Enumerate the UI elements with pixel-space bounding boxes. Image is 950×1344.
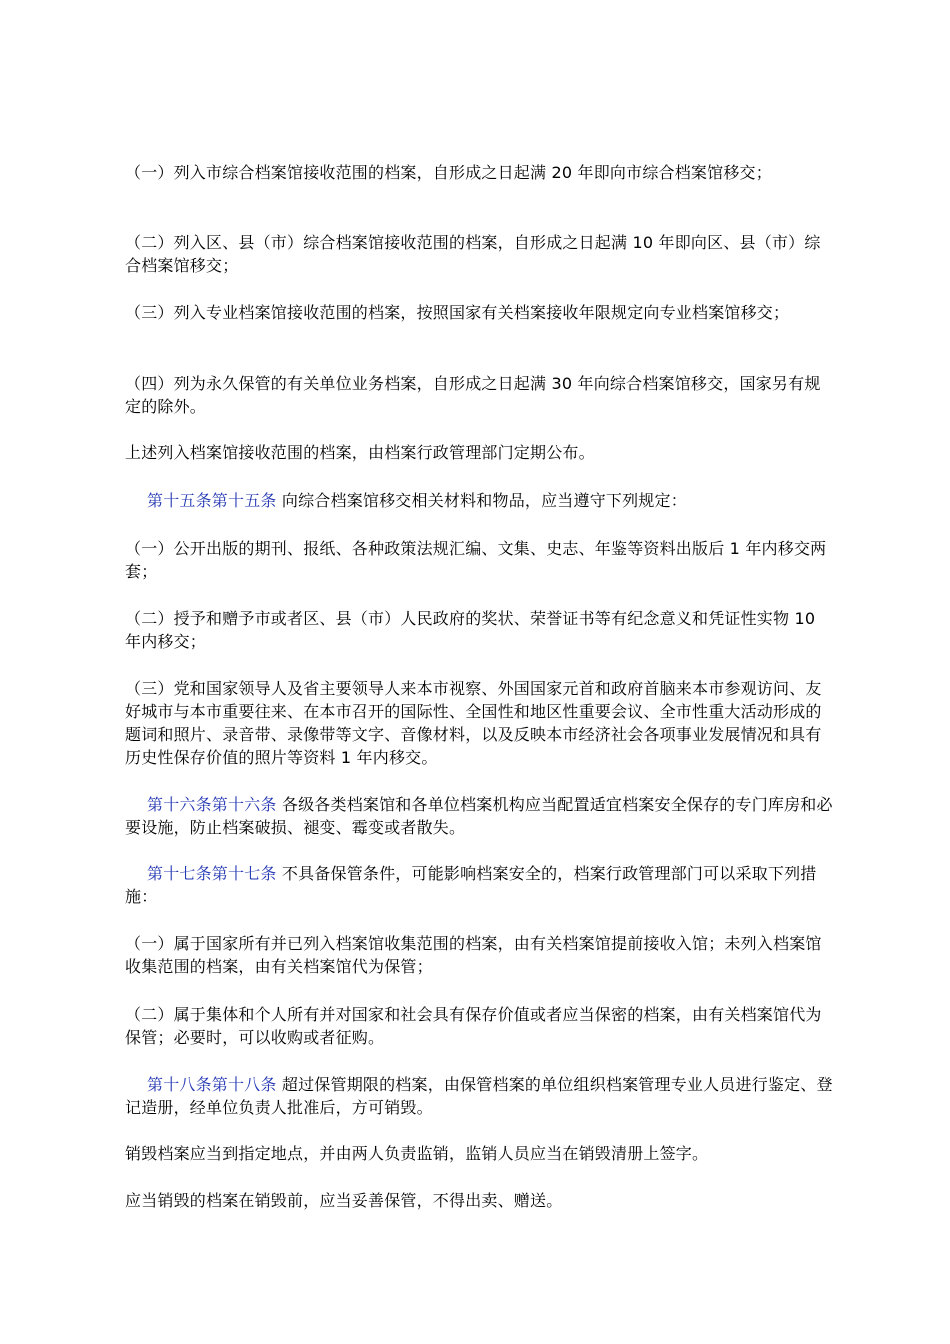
clause-text: （三）列入专业档案馆接收范围的档案，按照国家有关档案接收年限规定向专业档案馆移交；	[125, 303, 790, 322]
clause-1-item-1	[125, 161, 835, 184]
article-15-item-1	[125, 537, 835, 583]
article-text: 不具备保管条件，可能影响档案安全的，档案行政管理部门可以采取下列措施：	[125, 864, 817, 906]
clause-text: （一）公开出版的期刊、报纸、各种政策法规汇编、文集、史志、年鉴等资料出版后 1 年内移交两套；	[125, 539, 827, 581]
article-18	[125, 1073, 835, 1119]
article-15	[125, 489, 835, 512]
clause-text: （二）列入区、县（市）综合档案馆接收范围的档案，自形成之日起满 10 年即向区、县（市）综合档案馆移交；	[125, 233, 821, 275]
article-15-item-3	[125, 677, 835, 769]
clause-text: （二）授予和赠予市或者区、县（市）人民政府的奖状、荣誉证书等有纪念意义和凭证性实物 10 年内移交；	[125, 609, 816, 651]
clause-1-item-2	[125, 231, 835, 277]
clause-text: （二）属于集体和个人所有并对国家和社会具有保存价值或者应当保密的档案，由有关档案馆代为保管；必要时，可以收购或者征购。	[125, 1005, 822, 1047]
article-17	[125, 862, 835, 908]
clause-1-item-4	[125, 372, 835, 418]
article-18-note-2	[125, 1189, 835, 1212]
article-text: 向综合档案馆移交相关材料和物品，应当遵守下列规定：	[276, 491, 687, 510]
clause-text: （一）属于国家所有并已列入档案馆收集范围的档案，由有关档案馆提前接收入馆；未列入档案馆收集范围的档案，由有关档案馆代为保管；	[125, 934, 822, 976]
article-18-note-1	[125, 1142, 835, 1165]
clause-text: （三）党和国家领导人及省主要领导人来本市视察、外国国家元首和政府首脑来本市参观访问、友好城市与本市重要往来、在本市召开的国际性、全国性和地区性重要会议、全市性重大活动形成的题词和照片、录音带、录像带等文字、音像材料，以及反映本市经济社会各项事业发展情况和具有历史性保存价值的照片等资料 1 年内移交。	[125, 679, 822, 767]
article-text: 超过保管期限的档案，由保管档案的单位组织档案管理专业人员进行鉴定、登记造册，经单位负责人批准后，方可销毁。	[125, 1075, 833, 1117]
article-16-link[interactable]: 第十六条第十六条	[147, 795, 277, 814]
article-17-item-1	[125, 932, 835, 978]
clause-text: 上述列入档案馆接收范围的档案，由档案行政管理部门定期公布。	[125, 443, 595, 462]
clause-text: 应当销毁的档案在销毁前，应当妥善保管，不得出卖、赠送。	[125, 1191, 563, 1210]
clause-1-item-3	[125, 301, 835, 324]
article-15-item-2	[125, 607, 835, 653]
article-17-item-2	[125, 1003, 835, 1049]
clause-text: （四）列为永久保管的有关单位业务档案，自形成之日起满 30 年向综合档案馆移交，国家另有规定的除外。	[125, 374, 821, 416]
clause-1-note	[125, 441, 835, 464]
article-17-link[interactable]: 第十七条第十七条	[147, 864, 277, 883]
article-18-link[interactable]: 第十八条第十八条	[147, 1075, 277, 1094]
clause-text: 销毁档案应当到指定地点，并由两人负责监销，监销人员应当在销毁清册上签字。	[125, 1144, 709, 1163]
clause-text: （一）列入市综合档案馆接收范围的档案，自形成之日起满 20 年即向市综合档案馆移交；	[125, 163, 772, 182]
article-16	[125, 793, 835, 839]
article-15-link[interactable]: 第十五条第十五条	[147, 491, 277, 510]
article-text: 各级各类档案馆和各单位档案机构应当配置适宜档案安全保存的专门库房和必要设施，防止档案破损、褪变、霉变或者散失。	[125, 795, 833, 837]
